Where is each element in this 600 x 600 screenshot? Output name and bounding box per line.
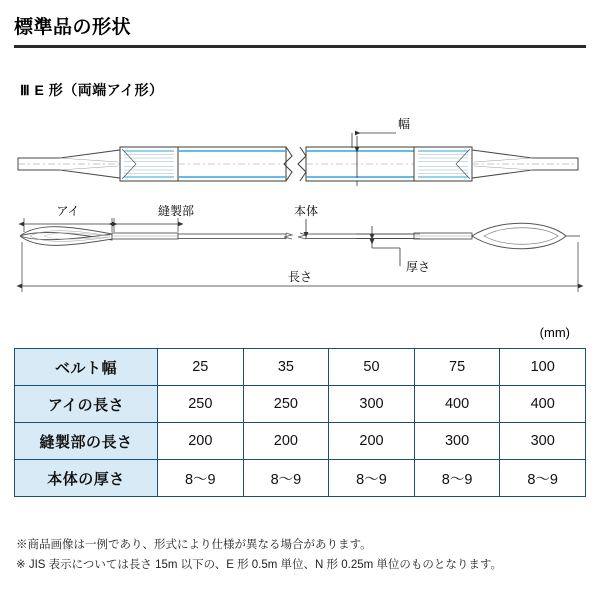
table-cell: 100 bbox=[500, 349, 586, 386]
row-header: 縫製部の長さ bbox=[15, 423, 158, 460]
header-divider bbox=[14, 45, 586, 48]
table-cell: 300 bbox=[414, 423, 500, 460]
table-cell: 50 bbox=[329, 349, 415, 386]
table-cell: 8〜9 bbox=[414, 460, 500, 497]
table-row bbox=[15, 349, 586, 386]
footnote-1: ※商品画像は一例であり、形式により仕様が異なる場合があります。 bbox=[16, 539, 372, 551]
sling-diagram bbox=[0, 106, 600, 320]
row-header: 本体の厚さ bbox=[15, 460, 158, 497]
footnote-2: ※ JIS 表示については長さ 15m 以下の、E 形 0.5m 単位、N 形 0.25m 単位のものとなります。 bbox=[16, 558, 502, 571]
label-body: 本体 bbox=[293, 204, 319, 218]
diagram-plan-view bbox=[18, 116, 578, 186]
table-cell: 75 bbox=[414, 349, 500, 386]
label-length: 長さ bbox=[287, 270, 313, 284]
label-width: 幅 bbox=[397, 117, 411, 131]
label-sewn: 縫製部 bbox=[157, 204, 195, 218]
diagram-side-view bbox=[20, 203, 580, 292]
table-cell: 200 bbox=[243, 423, 329, 460]
unit-note: (mm) bbox=[539, 325, 570, 340]
footnotes bbox=[16, 536, 592, 575]
spec-table-wrapper bbox=[14, 348, 586, 497]
table-cell: 400 bbox=[414, 386, 500, 423]
table-cell: 200 bbox=[158, 423, 244, 460]
table-cell: 8〜9 bbox=[243, 460, 329, 497]
page-title: 標準品の形状 bbox=[14, 17, 132, 38]
table-row bbox=[15, 386, 586, 423]
table-row bbox=[15, 460, 586, 497]
table-cell: 300 bbox=[500, 423, 586, 460]
table-row bbox=[15, 423, 586, 460]
spec-table bbox=[14, 348, 586, 497]
label-thickness: 厚さ bbox=[405, 260, 431, 274]
row-header: ベルト幅 bbox=[15, 349, 158, 386]
table-cell: 8〜9 bbox=[500, 460, 586, 497]
table-cell: 300 bbox=[329, 386, 415, 423]
table-cell: 35 bbox=[243, 349, 329, 386]
row-header: アイの長さ bbox=[15, 386, 158, 423]
table-cell: 250 bbox=[243, 386, 329, 423]
table-cell: 8〜9 bbox=[158, 460, 244, 497]
section-subtitle: Ⅲ E 形（両端アイ形） bbox=[20, 82, 164, 98]
table-cell: 25 bbox=[158, 349, 244, 386]
table-cell: 250 bbox=[158, 386, 244, 423]
table-cell: 400 bbox=[500, 386, 586, 423]
table-cell: 200 bbox=[329, 423, 415, 460]
label-eye: アイ bbox=[56, 204, 80, 218]
table-cell: 8〜9 bbox=[329, 460, 415, 497]
page-header bbox=[14, 12, 586, 48]
